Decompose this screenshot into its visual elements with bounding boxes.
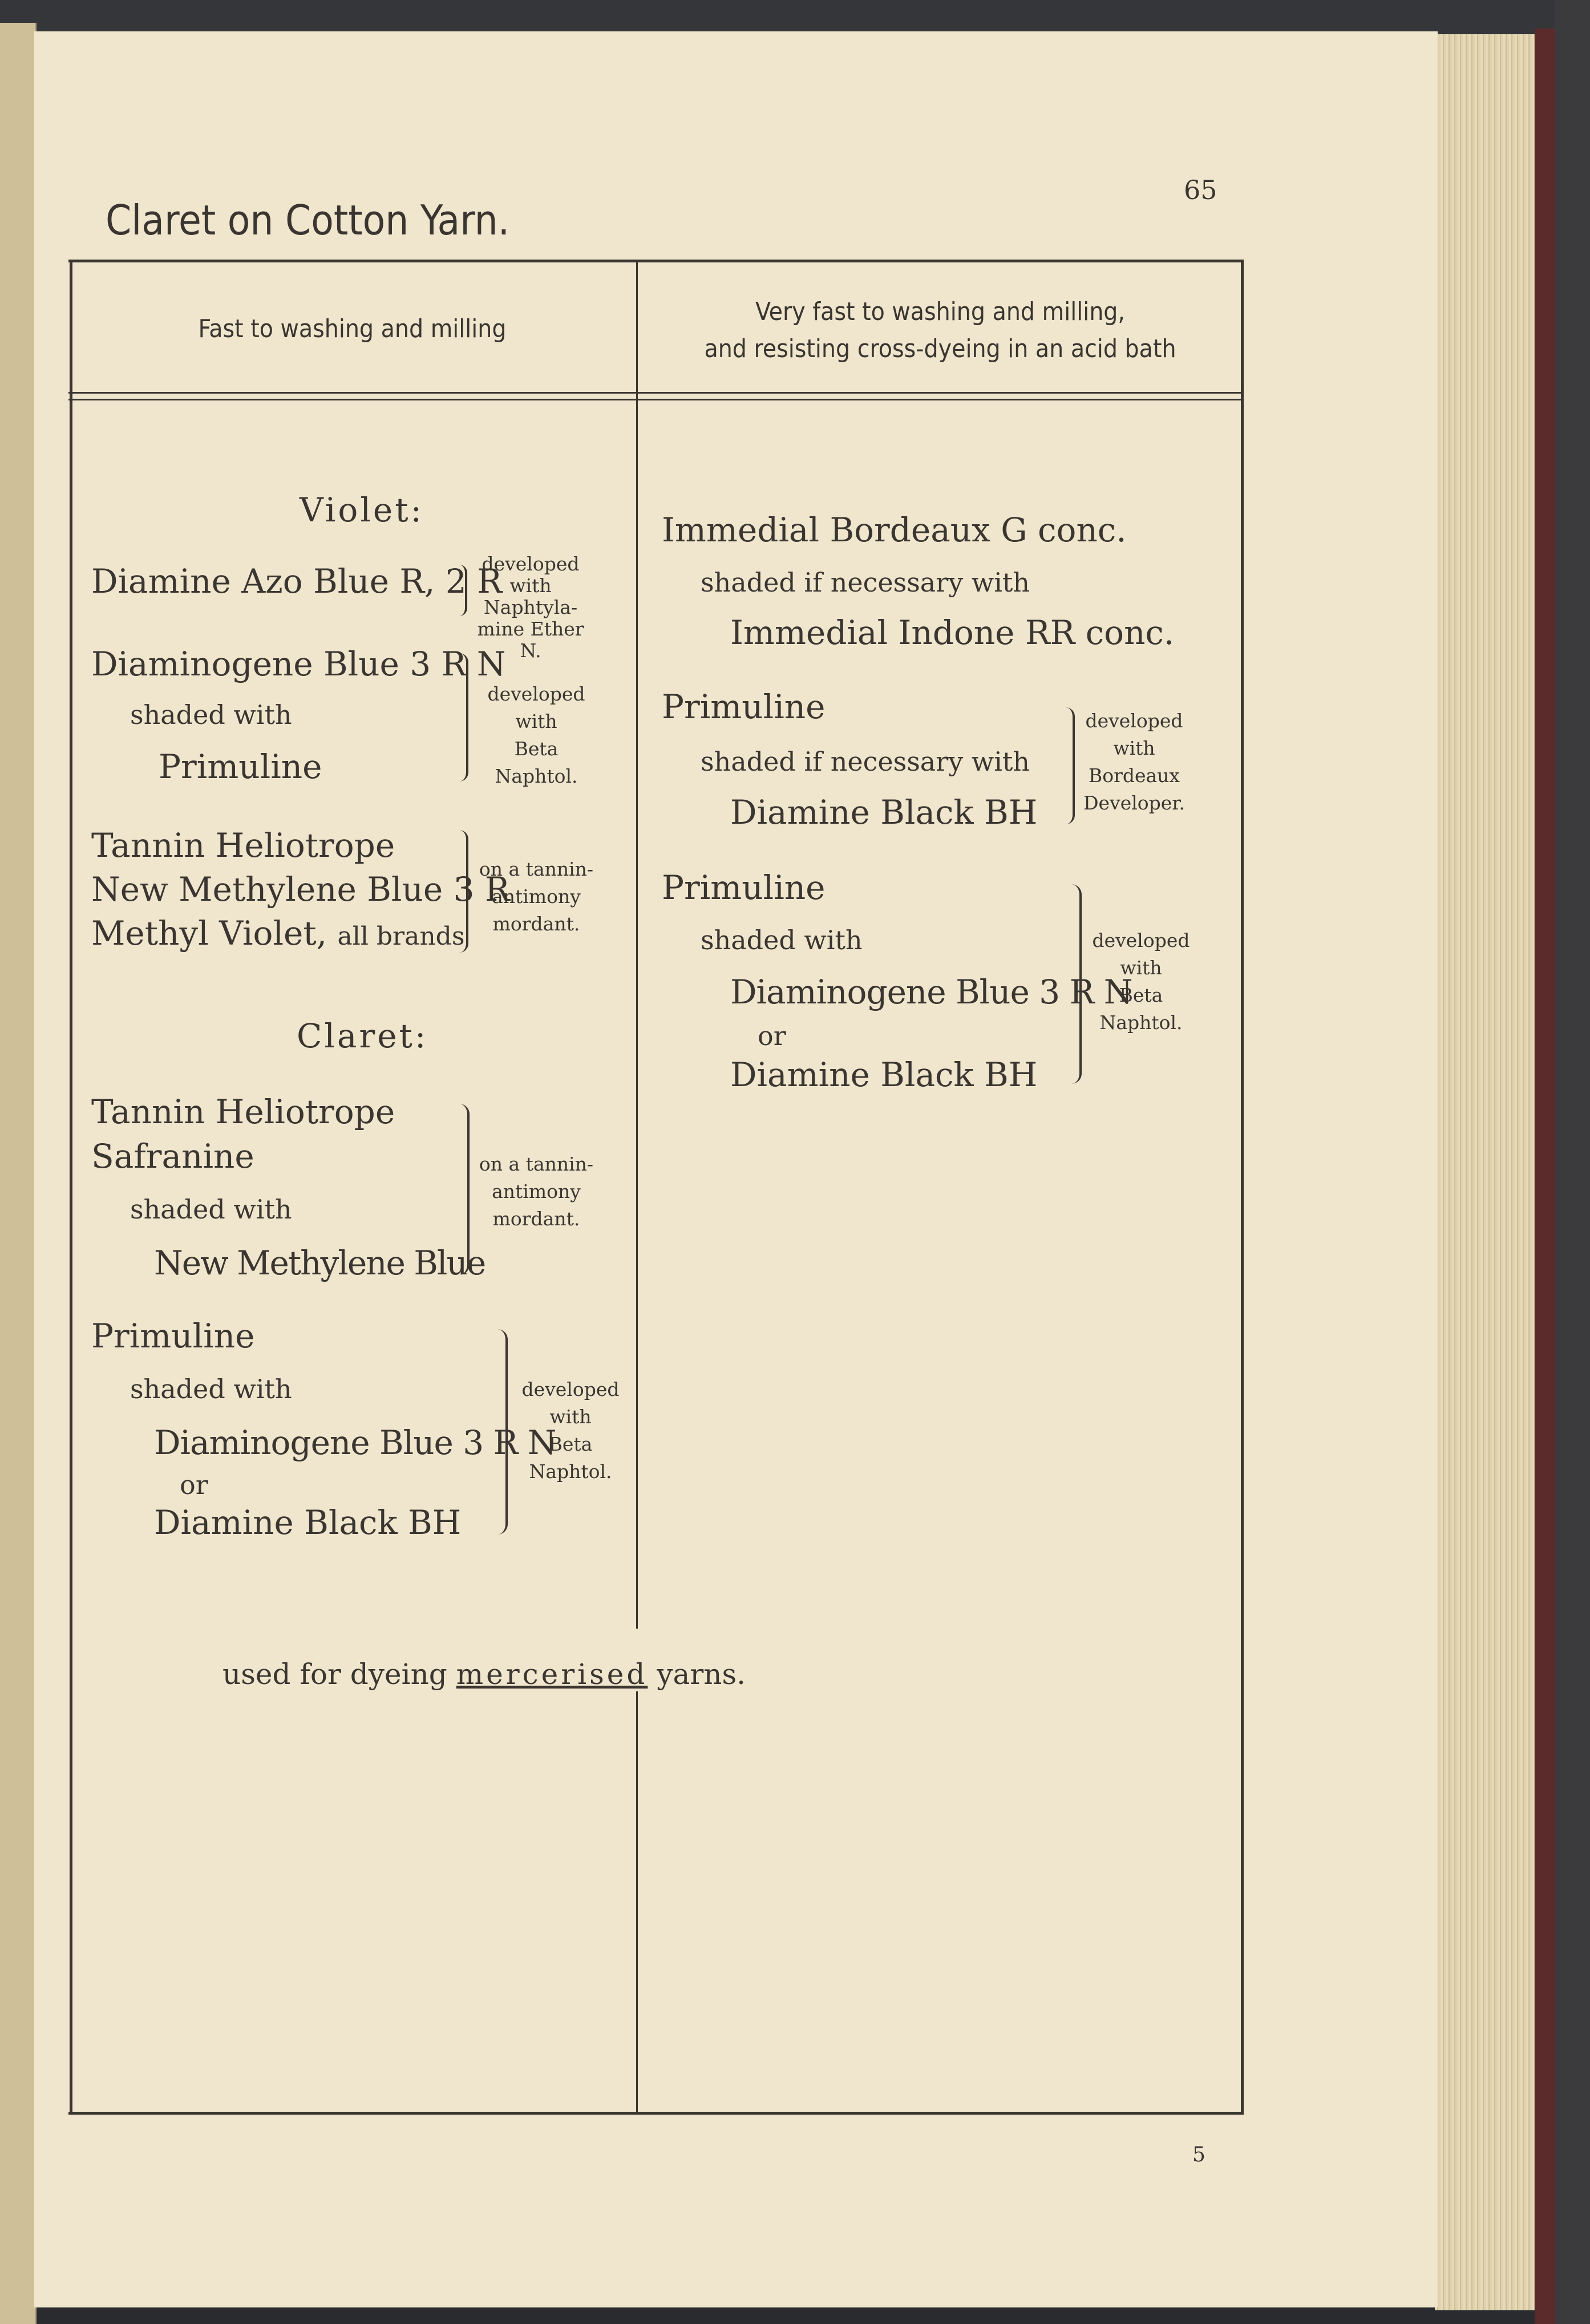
claret-heading: Claret: [297, 1017, 428, 1055]
signature-mark: 5 [1192, 2143, 1205, 2167]
g2-dye2: Primuline [159, 747, 322, 786]
g5-dye1: Primuline [91, 1317, 255, 1355]
column-divider [636, 260, 638, 1629]
g3-note-line: mordant. [492, 913, 580, 935]
g1-note-line: developed [482, 553, 580, 575]
g5-note-line: Beta [548, 1433, 593, 1455]
r2-dye2: Diamine Black BH [730, 793, 1038, 832]
g4-brace [459, 1104, 470, 1275]
g4-dye3: New Methylene Blue [154, 1244, 486, 1282]
g3-note [471, 856, 602, 938]
g3-brace [459, 830, 468, 953]
g2-note-line: with [515, 710, 557, 732]
r2-dye1: Primuline [662, 687, 826, 726]
book-cover-top [0, 0, 1590, 34]
g2-note-line: Beta Naphtol. [495, 738, 578, 787]
footnote [222, 1660, 746, 1689]
table-right-rule [1241, 260, 1244, 2114]
r2-note [1077, 707, 1191, 817]
g5-note-line: Naphtol. [529, 1460, 612, 1483]
g1-dye: Diamine Azo Blue R, 2 R [91, 562, 502, 601]
violet-heading: Violet: [300, 491, 424, 529]
g2-dye: Diaminogene Blue 3 R N [91, 645, 506, 683]
header-rule-1 [68, 392, 1244, 394]
r3-note [1084, 927, 1198, 1037]
r3-note-line: Naphtol. [1099, 1011, 1183, 1034]
g3-note-line: antimony [492, 885, 581, 908]
g5-or: or [180, 1469, 208, 1500]
page-stack-edge [1435, 34, 1535, 2310]
book-cover-band [1555, 0, 1590, 2324]
col2-header-line1: Very fast to washing and milling, [755, 297, 1125, 326]
g1-note-line: with Naphtyla- [483, 574, 578, 618]
footnote-prefix: used for dyeing [222, 1658, 447, 1691]
r1-shaded: shaded if necessary with [701, 567, 1030, 598]
g5-note-line: with [549, 1406, 592, 1428]
previous-page-edge [0, 23, 37, 2324]
table-top-rule [68, 260, 1244, 262]
g1-brace [459, 565, 467, 616]
g5-note-line: developed [521, 1378, 620, 1400]
r3-dye2: Diaminogene Blue 3 R N [730, 973, 1132, 1011]
g4-dye2: Safranine [91, 1137, 254, 1176]
g4-dye1: Tannin Heliotrope [91, 1092, 395, 1131]
r3-brace [1071, 884, 1082, 1084]
g3-dye2: New Methylene Blue 3 R [91, 870, 510, 909]
column-divider-lower [636, 1691, 638, 2114]
r2-note-line: Developer. [1083, 792, 1185, 814]
r2-note-line: with [1113, 737, 1155, 759]
g3-note-line: on a tannin- [479, 858, 594, 880]
r2-note-line: developed [1085, 710, 1183, 732]
g4-note [471, 1151, 602, 1233]
g4-shaded: shaded with [130, 1194, 292, 1225]
g5-shaded: shaded with [130, 1374, 292, 1404]
g3-dye3-name: Methyl Violet, [91, 914, 327, 953]
g2-note [471, 681, 602, 790]
r1-dye: Immedial Bordeaux G conc. [662, 511, 1127, 549]
g4-note-line: on a tannin- [479, 1153, 594, 1175]
g2-brace [459, 653, 468, 782]
g5-dye2: Diaminogene Blue 3 R N [154, 1423, 556, 1462]
g3-dye3 [91, 914, 465, 953]
r2-shaded: shaded if necessary with [701, 746, 1030, 777]
r3-note-line: Beta [1119, 984, 1163, 1006]
g5-brace [497, 1329, 508, 1535]
g4-note-line: antimony [492, 1180, 581, 1203]
r3-or: or [758, 1021, 786, 1051]
r1-dye2: Immedial Indone RR conc. [730, 613, 1175, 652]
r2-brace [1066, 707, 1075, 824]
r3-note-line: developed [1092, 929, 1190, 952]
g1-note-line: mine Ether N. [477, 618, 584, 662]
footnote-suffix: yarns. [657, 1658, 746, 1691]
g5-note [511, 1376, 630, 1485]
table-left-rule [70, 260, 72, 2114]
page-title: Claret on Cotton Yarn. [106, 196, 510, 244]
table-bottom-rule [68, 2112, 1244, 2115]
page-number: 65 [1184, 175, 1217, 205]
r3-dye1: Primuline [662, 868, 826, 907]
book-page [34, 31, 1438, 2307]
g4-note-line: mordant. [492, 1208, 580, 1230]
header-rule-2 [68, 399, 1244, 400]
g2-note-line: developed [487, 683, 585, 705]
col2-header-line2: and resisting cross-dyeing in an acid bath [704, 334, 1176, 363]
g5-dye3: Diamine Black BH [154, 1503, 462, 1542]
r2-note-line: Bordeaux [1088, 764, 1180, 787]
g2-shaded: shaded with [130, 699, 292, 730]
g3-dye1: Tannin Heliotrope [91, 826, 395, 865]
footnote-underlined: mercerised [456, 1658, 648, 1691]
r3-note-line: with [1120, 957, 1162, 979]
r3-shaded: shaded with [701, 925, 863, 955]
col1-header: Fast to washing and milling [198, 314, 507, 343]
r3-dye3: Diamine Black BH [730, 1055, 1038, 1094]
g3-dye3-brands: all brands [337, 922, 465, 951]
